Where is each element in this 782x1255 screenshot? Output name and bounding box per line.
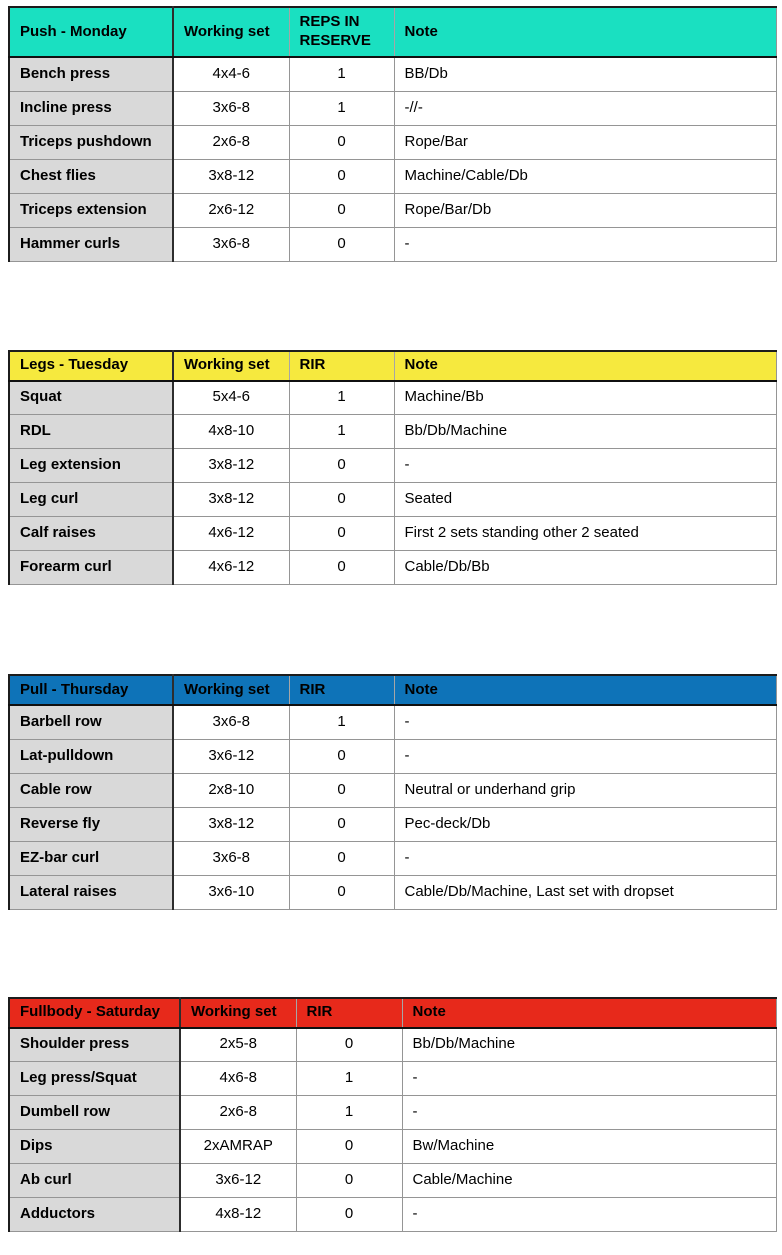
rir-cell: 1 <box>289 705 394 739</box>
table-row <box>9 125 777 159</box>
exercise-cell: Lateral raises <box>9 875 173 909</box>
exercise-cell: Reverse fly <box>9 807 173 841</box>
note-cell: Pec-deck/Db <box>404 814 491 832</box>
exercise-cell: Leg curl <box>9 483 173 517</box>
column-header-day: Fullbody - Saturday <box>9 998 180 1028</box>
table-header-row <box>9 7 777 57</box>
working-set-cell: 3x6-8 <box>173 841 289 875</box>
working-set-cell: 2x8-10 <box>173 773 289 807</box>
working-set-cell: 4x8-10 <box>173 415 289 449</box>
table-header-row <box>9 351 777 381</box>
exercise-cell: Forearm curl <box>9 551 173 585</box>
rir-cell: 1 <box>296 1062 402 1096</box>
exercise-cell: Chest flies <box>9 159 173 193</box>
column-header-working-set: Working set <box>173 675 289 705</box>
note-cell: - <box>404 746 410 764</box>
column-header-rir: RIR <box>289 351 394 381</box>
note-cell: Cable/Db/Machine, Last set with dropset <box>404 882 674 900</box>
column-header-working-set: Working set <box>180 998 296 1028</box>
rir-cell: 0 <box>289 841 394 875</box>
rir-cell: 0 <box>289 807 394 841</box>
exercise-cell: EZ-bar curl <box>9 841 173 875</box>
table-row <box>9 57 777 91</box>
column-header-note: Note <box>394 7 777 57</box>
working-set-cell: 3x8-12 <box>173 159 289 193</box>
note-cell: Rope/Bar/Db <box>404 200 492 218</box>
working-set-cell: 3x6-8 <box>173 705 289 739</box>
rir-cell: 1 <box>289 57 394 91</box>
exercise-cell: Triceps pushdown <box>9 125 173 159</box>
table-row <box>9 159 777 193</box>
note-cell: Bb/Db/Machine <box>404 422 508 440</box>
rir-cell: 0 <box>296 1164 402 1198</box>
exercise-cell: Leg press/Squat <box>9 1062 180 1096</box>
working-set-cell: 2x5-8 <box>180 1028 296 1062</box>
table-row <box>9 227 777 261</box>
table-row <box>9 1198 777 1232</box>
exercise-cell: Hammer curls <box>9 227 173 261</box>
working-set-cell: 3x8-12 <box>173 807 289 841</box>
table-row <box>9 773 777 807</box>
column-header-note: Note <box>402 998 777 1028</box>
note-cell: - <box>404 456 410 474</box>
rir-cell: 0 <box>289 449 394 483</box>
exercise-cell: Shoulder press <box>9 1028 180 1062</box>
exercise-cell: Adductors <box>9 1198 180 1232</box>
working-set-cell: 2x6-8 <box>173 125 289 159</box>
note-cell: Bw/Machine <box>412 1137 495 1155</box>
exercise-cell: Dips <box>9 1130 180 1164</box>
exercise-cell: Calf raises <box>9 517 173 551</box>
table-header-row <box>9 675 777 705</box>
rir-cell: 0 <box>296 1198 402 1232</box>
note-cell: - <box>404 234 410 252</box>
rir-cell: 0 <box>289 193 394 227</box>
table-body <box>9 1028 777 1232</box>
column-header-day: Pull - Thursday <box>9 675 173 705</box>
table-fullbody-saturday <box>8 997 777 1233</box>
table-body <box>9 57 777 261</box>
table-row <box>9 517 777 551</box>
rir-cell: 0 <box>289 483 394 517</box>
table-row <box>9 415 777 449</box>
table-row <box>9 739 777 773</box>
column-header-rir: RIR <box>289 675 394 705</box>
exercise-cell: Incline press <box>9 91 173 125</box>
table-row <box>9 91 777 125</box>
table-row <box>9 1028 777 1062</box>
column-header-day: Legs - Tuesday <box>9 351 173 381</box>
table-pull-thursday <box>8 674 777 910</box>
rir-cell: 0 <box>289 739 394 773</box>
column-header-day: Push - Monday <box>9 7 173 57</box>
working-set-cell: 3x8-12 <box>173 483 289 517</box>
note-cell: Neutral or underhand grip <box>404 780 576 798</box>
table-row <box>9 193 777 227</box>
working-set-cell: 5x4-6 <box>173 381 289 415</box>
rir-cell: 1 <box>289 91 394 125</box>
exercise-cell: RDL <box>9 415 173 449</box>
note-cell: - <box>412 1103 418 1121</box>
table-row <box>9 841 777 875</box>
table-row <box>9 1096 777 1130</box>
rir-cell: 0 <box>289 159 394 193</box>
rir-cell: 0 <box>289 773 394 807</box>
rir-cell: 1 <box>289 381 394 415</box>
note-cell: - <box>412 1205 418 1223</box>
table-row <box>9 1062 777 1096</box>
working-set-cell: 3x8-12 <box>173 449 289 483</box>
note-cell: First 2 sets standing other 2 seated <box>404 524 639 542</box>
table-row <box>9 381 777 415</box>
note-cell: Cable/Db/Bb <box>404 558 490 576</box>
working-set-cell: 2xAMRAP <box>180 1130 296 1164</box>
working-set-cell: 4x8-12 <box>180 1198 296 1232</box>
exercise-cell: Barbell row <box>9 705 173 739</box>
table-row <box>9 483 777 517</box>
note-cell: Rope/Bar <box>404 132 468 150</box>
note-cell: - <box>404 848 410 866</box>
working-set-cell: 3x6-8 <box>173 227 289 261</box>
exercise-cell: Lat-pulldown <box>9 739 173 773</box>
note-cell: - <box>404 712 410 730</box>
table-legs-tuesday <box>8 350 777 586</box>
note-cell: Seated <box>404 490 453 508</box>
working-set-cell: 3x6-12 <box>180 1164 296 1198</box>
note-cell: Machine/Cable/Db <box>404 166 528 184</box>
column-header-note: Note <box>394 675 777 705</box>
column-header-working-set: Working set <box>173 7 289 57</box>
exercise-cell: Triceps extension <box>9 193 173 227</box>
rir-cell: 0 <box>296 1130 402 1164</box>
table-push-monday <box>8 6 777 262</box>
column-header-rir: REPS IN RESERVE <box>289 7 394 57</box>
working-set-cell: 4x4-6 <box>173 57 289 91</box>
table-body <box>9 705 777 909</box>
exercise-cell: Dumbell row <box>9 1096 180 1130</box>
note-cell: Cable/Machine <box>412 1171 513 1189</box>
working-set-cell: 4x6-8 <box>180 1062 296 1096</box>
note-cell: BB/Db <box>404 64 448 82</box>
working-set-cell: 4x6-12 <box>173 517 289 551</box>
working-set-cell: 3x6-12 <box>173 739 289 773</box>
rir-cell: 0 <box>289 125 394 159</box>
table-header-row <box>9 998 777 1028</box>
rir-cell: 0 <box>289 227 394 261</box>
rir-cell: 0 <box>296 1028 402 1062</box>
column-header-note: Note <box>394 351 777 381</box>
note-cell: - <box>412 1069 418 1087</box>
note-cell: Machine/Bb <box>404 388 484 406</box>
exercise-cell: Leg extension <box>9 449 173 483</box>
table-row <box>9 1164 777 1198</box>
note-cell: -//- <box>404 98 423 116</box>
exercise-cell: Squat <box>9 381 173 415</box>
table-body <box>9 381 777 585</box>
table-row <box>9 875 777 909</box>
exercise-cell: Cable row <box>9 773 173 807</box>
table-row <box>9 551 777 585</box>
column-header-working-set: Working set <box>173 351 289 381</box>
rir-cell: 1 <box>296 1096 402 1130</box>
table-row <box>9 1130 777 1164</box>
rir-cell: 0 <box>289 517 394 551</box>
table-row <box>9 449 777 483</box>
working-set-cell: 3x6-10 <box>173 875 289 909</box>
rir-cell: 1 <box>289 415 394 449</box>
exercise-cell: Bench press <box>9 57 173 91</box>
rir-cell: 0 <box>289 551 394 585</box>
rir-cell: 0 <box>289 875 394 909</box>
column-header-rir: RIR <box>296 998 402 1028</box>
working-set-cell: 2x6-12 <box>173 193 289 227</box>
note-cell: Bb/Db/Machine <box>412 1035 516 1053</box>
table-row <box>9 807 777 841</box>
working-set-cell: 2x6-8 <box>180 1096 296 1130</box>
exercise-cell: Ab curl <box>9 1164 180 1198</box>
table-row <box>9 705 777 739</box>
working-set-cell: 3x6-8 <box>173 91 289 125</box>
working-set-cell: 4x6-12 <box>173 551 289 585</box>
